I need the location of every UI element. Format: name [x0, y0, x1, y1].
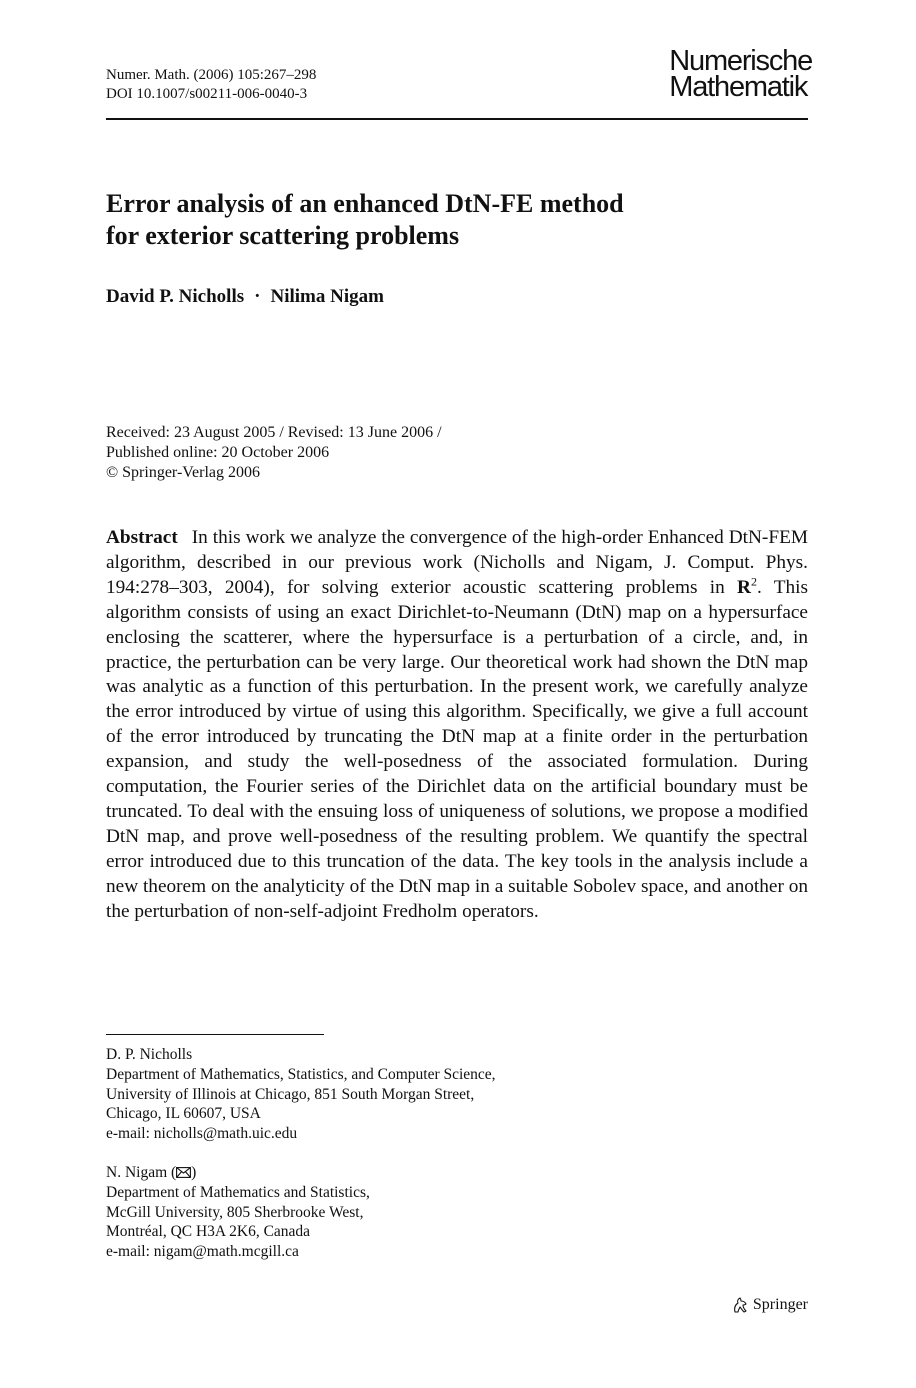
- title-line2: for exterior scattering problems: [106, 221, 460, 250]
- abstract-text-rest: . This algorithm consists of using an exact Dirichlet-to-Neumann (DtN) map on a hypersurface enclosing the scatterer, where the hypersurface is a perturbation of a circle, and, in practice, the perturbation can be very large. Our theoretical work had shown the DtN map was analytic as a function of this perturbation. In the present work, we carefully analyze the error introduced by virtue of using this algorithm. Specifically, we give a full account of the error introduced by truncating the DtN map at a finite order in the perturbation expansion, and study the well-posedness of the associated formulation. During computation, the Fourier series of the Dirichlet data on the artificial boundary must be truncated. To deal with the ensuing loss of uniqueness of solutions, we propose a modified DtN map, and prove well-posedness of the resulting problem. We quantify the spectral error introduced due to this truncation of the data. The key tools in the analysis include a new theorem on the analyticity of the DtN map in a suitable Sobolev space, and another on the perturbation of non-self-adjoint Fredholm operators.: [106, 576, 808, 922]
- affiliation-name: N. Nigam (: [106, 1164, 177, 1181]
- math-symbol-R: R: [737, 576, 751, 598]
- citation-journal: Numer. Math. (2006) 105:267–298: [106, 67, 317, 83]
- affiliation-name-close: ): [191, 1164, 197, 1181]
- affiliation-nigam: [106, 1163, 370, 1262]
- envelope-icon: [176, 1167, 191, 1178]
- author-name: Nilima Nigam: [270, 286, 384, 307]
- math-superscript: 2: [750, 574, 757, 589]
- affiliation-email: e-mail: nigam@math.mcgill.ca: [106, 1243, 299, 1261]
- publisher-logo: [731, 1295, 808, 1315]
- springer-horse-icon: [731, 1296, 749, 1314]
- abstract-label: Abstract: [106, 527, 178, 548]
- abstract-text-start: In this work we analyze the convergence of the high-order Enhanced DtN-FEM algorithm, described in our previous work (Nicholls and Nigam, J. Comput. Phys. 194:278–303, 2004), for solving exterior acoustic scattering problems in: [106, 527, 808, 598]
- history-published: Published online: 20 October 2006: [106, 444, 330, 461]
- affiliation-line: Department of Mathematics and Statistics,: [106, 1183, 370, 1201]
- journal-logo-line1: Numerische: [669, 45, 812, 77]
- history-copyright: © Springer-Verlag 2006: [106, 464, 261, 481]
- affiliation-name: D. P. Nicholls: [106, 1046, 193, 1063]
- title-line1: Error analysis of an enhanced DtN-FE method: [106, 189, 624, 218]
- affiliation-line: Montréal, QC H3A 2K6, Canada: [106, 1223, 311, 1241]
- affiliation-line: Department of Mathematics, Statistics, and Computer Science,: [106, 1065, 496, 1083]
- affiliation-name-row: [106, 1163, 370, 1183]
- journal-logo-line2: Mathematik: [669, 71, 808, 103]
- author-name: David P. Nicholls: [106, 286, 245, 307]
- footnote-rule: [106, 1034, 324, 1035]
- affiliation-nicholls: [106, 1045, 496, 1144]
- author-separator: ·: [254, 286, 261, 307]
- affiliation-line: McGill University, 805 Sherbrooke West,: [106, 1203, 364, 1221]
- abstract: [106, 526, 808, 925]
- author-list: [106, 286, 384, 308]
- citation-block: [106, 66, 316, 104]
- header-rule: [106, 118, 808, 120]
- citation-doi: DOI 10.1007/s00211-006-0040-3: [106, 86, 308, 102]
- affiliation-line: Chicago, IL 60607, USA: [106, 1105, 261, 1123]
- paper-title: [106, 188, 624, 252]
- history-received: Received: 23 August 2005 / Revised: 13 June 2006 /: [106, 424, 442, 441]
- publisher-name: Springer: [752, 1296, 808, 1313]
- journal-logo: [669, 45, 812, 103]
- publication-history: [106, 423, 442, 483]
- affiliation-email: e-mail: nicholls@math.uic.edu: [106, 1125, 298, 1143]
- affiliation-line: University of Illinois at Chicago, 851 South Morgan Street,: [106, 1085, 475, 1103]
